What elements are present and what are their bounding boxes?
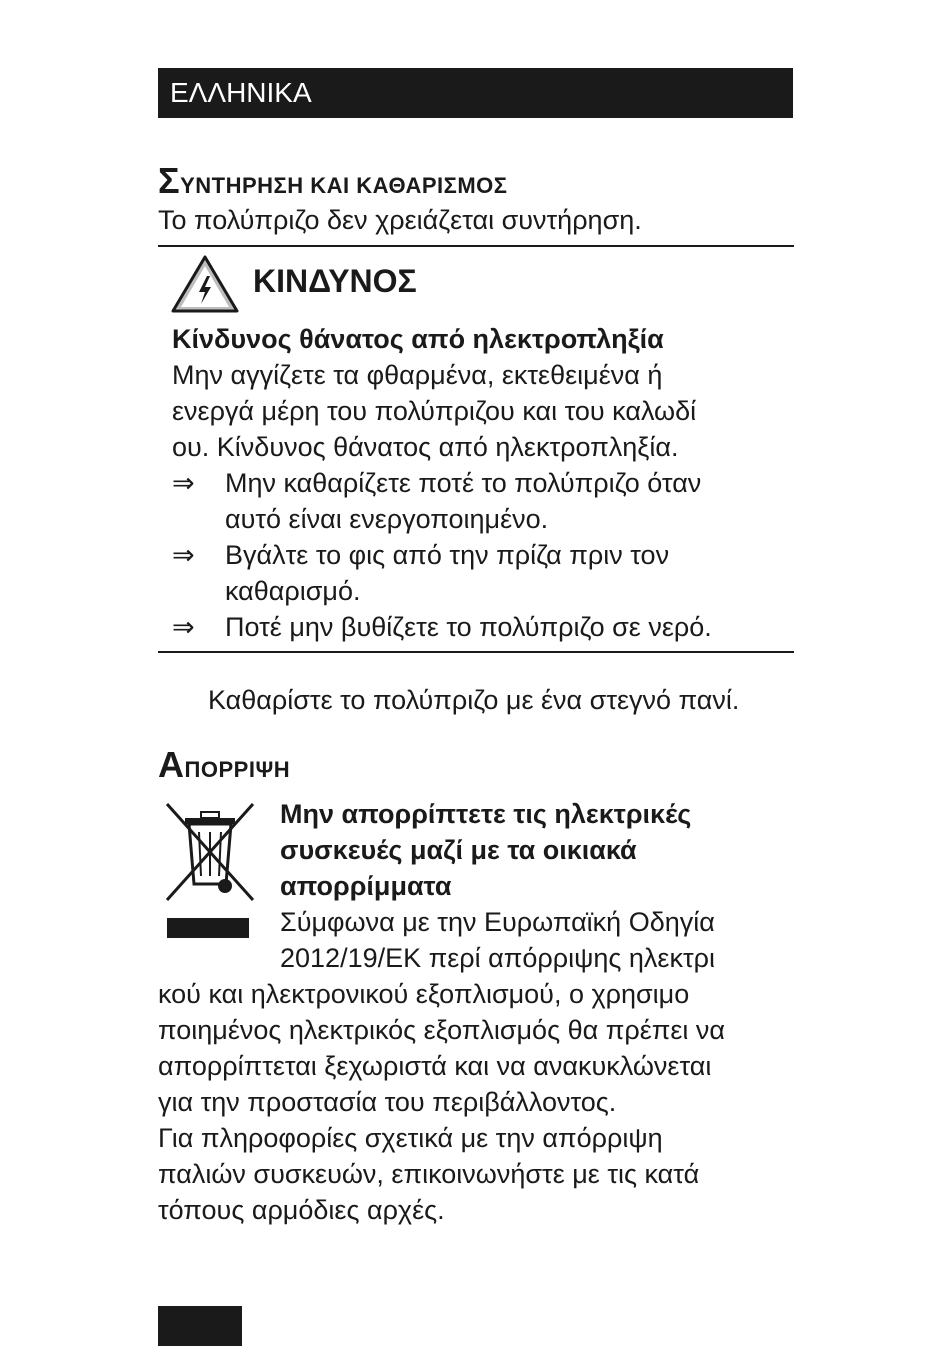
page-tab-marker bbox=[158, 1306, 242, 1346]
danger-bullet-text: Ποτέ μην βυθίζετε το πολύπριζο σε νερό. bbox=[225, 612, 712, 642]
danger-bottom-rule bbox=[158, 651, 794, 653]
bin-underline-bar bbox=[167, 918, 249, 938]
cleaning-note: Καθαρίστε το πολύπριζο με ένα στεγνό πανί. bbox=[208, 685, 740, 715]
maintenance-heading-rest: ΥΝΤΗΡΗΣΗ ΚΑΙ ΚΑΘΑΡΙΣΜΟΣ bbox=[180, 173, 508, 198]
disposal-text-line: ποιημένος ηλεκτρικός εξοπλισμός θα πρέπει να bbox=[158, 1015, 726, 1045]
disposal-text-line: Σύμφωνα με την Ευρωπαϊκή Οδηγία bbox=[280, 907, 715, 937]
danger-body-line: Μην αγγίζετε τα φθαρμένα, εκτεθειμένα ή bbox=[172, 360, 663, 390]
language-bar: ΕΛΛΗΝΙΚΑ bbox=[158, 68, 793, 118]
disposal-heading bbox=[158, 744, 290, 786]
maintenance-text: Το πολύπριζο δεν χρειάζεται συντήρηση. bbox=[158, 205, 642, 235]
disposal-bold-line: συσκευές μαζί με τα οικιακά bbox=[280, 835, 637, 865]
arrow-icon: ⇒ bbox=[172, 612, 195, 642]
disposal-heading-rest: ΠΟΡΡΙΨΗ bbox=[184, 757, 291, 782]
disposal-text-line: παλιών συσκευών, επικοινωνήστε με τις κατά bbox=[158, 1159, 700, 1189]
danger-body-line: ενεργά μέρη του πολύπριζου και του καλωδί bbox=[172, 396, 697, 426]
danger-subtitle: Κίνδυνος θάνατος από ηλεκτροπληξία bbox=[172, 324, 664, 354]
disposal-text-line: 2012/19/ΕΚ περί απόρριψης ηλεκτρι bbox=[280, 943, 715, 973]
danger-title: ΚΙΝΔΥΝΟΣ bbox=[253, 263, 417, 299]
disposal-text-line: κού και ηλεκτρονικού εξοπλισμού, ο χρησιμο bbox=[158, 979, 690, 1009]
danger-body-line: ου. Κίνδυνος θάνατος από ηλεκτροπληξία. bbox=[172, 432, 679, 462]
disposal-bold-line: απορρίμματα bbox=[280, 871, 452, 901]
electric-hazard-warning-icon bbox=[170, 254, 240, 314]
danger-bullet-text: Μην καθαρίζετε ποτέ το πολύπριζο όταν bbox=[225, 468, 702, 498]
maintenance-heading bbox=[158, 160, 507, 202]
maintenance-heading-initial: Σ bbox=[158, 160, 181, 201]
danger-bullet-text: καθαρισμό. bbox=[225, 576, 361, 606]
arrow-icon: ⇒ bbox=[172, 540, 195, 570]
arrow-icon: ⇒ bbox=[172, 468, 195, 498]
crossed-out-wheelie-bin-icon bbox=[163, 800, 257, 904]
disposal-bold-line: Μην απορρίπτετε τις ηλεκτρικές bbox=[280, 799, 692, 829]
danger-bullet-text: αυτό είναι ενεργοποιημένο. bbox=[225, 504, 549, 534]
disposal-text-line: απορρίπτεται ξεχωριστά και να ανακυκλώνεται bbox=[158, 1051, 712, 1081]
disposal-text-line: τόπους αρμόδιες αρχές. bbox=[158, 1195, 445, 1225]
disposal-text-line: Για πληροφορίες σχετικά με την απόρριψη bbox=[158, 1123, 663, 1153]
disposal-text-line: για την προστασία του περιβάλλοντος. bbox=[158, 1087, 617, 1117]
danger-top-rule bbox=[158, 245, 794, 247]
danger-bullet-text: Βγάλτε το φις από την πρίζα πριν τον bbox=[225, 540, 670, 570]
disposal-heading-initial: Α bbox=[158, 744, 185, 785]
